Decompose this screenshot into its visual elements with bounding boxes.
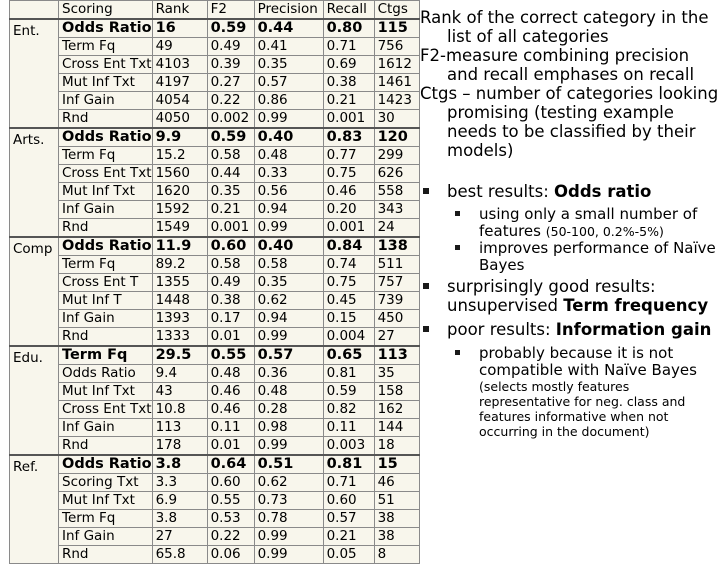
bullet-term-frequency <box>420 277 720 316</box>
table-cell: 0.21 <box>207 201 254 219</box>
table-cell: 4054 <box>152 92 207 110</box>
bullet-best-prefix: best results: <box>447 182 555 201</box>
table-body <box>10 19 420 564</box>
table-row <box>10 128 420 147</box>
table-cell: Rnd <box>59 546 153 564</box>
square-bullet-icon <box>423 188 429 194</box>
table-cell: 1333 <box>152 328 207 347</box>
table-cell: 0.60 <box>323 492 374 510</box>
subbullet-note: (selects mostly features representative for neg. class and features informative when not occurring in the document) <box>479 379 686 439</box>
table-cell: Inf Gain <box>59 92 153 110</box>
category-cell: Arts. <box>10 128 59 237</box>
table-cell: 10.8 <box>152 401 207 419</box>
table-cell: Cross Ent Txt <box>59 56 153 74</box>
table-cell: Rnd <box>59 328 153 347</box>
table-cell: 0.004 <box>323 328 374 347</box>
header-f2: F2 <box>207 1 254 20</box>
table-cell: 0.84 <box>323 237 374 256</box>
table-cell: 0.20 <box>323 201 374 219</box>
note-ctgs: Ctgs – number of categories looking promising (testing example needs to be classified by their models) <box>420 84 719 160</box>
table-cell: 24 <box>374 219 419 238</box>
table-row <box>10 310 420 328</box>
bullet-ig-bold: Information gain <box>555 319 712 339</box>
category-cell: Edu. <box>10 346 59 455</box>
table-cell: Rnd <box>59 110 153 129</box>
table-cell: 1549 <box>152 219 207 238</box>
table-cell: 0.83 <box>323 128 374 147</box>
header-blank <box>10 1 59 20</box>
table-cell: 0.01 <box>207 328 254 347</box>
table-cell: 0.49 <box>207 38 254 56</box>
table-cell: 3.8 <box>152 455 207 474</box>
table-cell: 0.58 <box>207 256 254 274</box>
table-cell: 0.48 <box>254 147 323 165</box>
subbullet-small-features <box>420 206 720 240</box>
table-cell: 0.82 <box>323 401 374 419</box>
table-cell: 0.33 <box>254 165 323 183</box>
table-row <box>10 328 420 347</box>
table-cell: 0.45 <box>323 292 374 310</box>
table-cell: Scoring Txt <box>59 474 153 492</box>
table-cell: 0.40 <box>254 237 323 256</box>
table-cell: 0.46 <box>207 383 254 401</box>
table-cell: 0.62 <box>254 292 323 310</box>
table-row <box>10 437 420 456</box>
table-cell: 0.73 <box>254 492 323 510</box>
header-ctgs: Ctgs <box>374 1 419 20</box>
table-cell: 8 <box>374 546 419 564</box>
table-cell: 0.59 <box>323 383 374 401</box>
bullet-best-results <box>420 182 720 202</box>
subbullet-compat-text: probably because it is not compatible with Naïve Bayes <box>479 344 697 379</box>
table-cell: 113 <box>374 346 419 365</box>
table-cell: 0.48 <box>254 383 323 401</box>
table-cell: 0.38 <box>323 74 374 92</box>
table-cell: 0.48 <box>207 365 254 383</box>
table-cell: 158 <box>374 383 419 401</box>
table-cell: 0.99 <box>254 110 323 129</box>
subbullet-improves <box>420 240 720 274</box>
table-cell: 0.001 <box>207 219 254 238</box>
table-cell: 0.69 <box>323 56 374 74</box>
table-cell: 0.60 <box>207 237 254 256</box>
table-cell: 0.21 <box>323 528 374 546</box>
bullet-information-gain <box>420 320 720 340</box>
table-cell: 626 <box>374 165 419 183</box>
table-cell: Cross Ent T <box>59 274 153 292</box>
notes-panel <box>420 8 720 439</box>
header-scoring: Scoring <box>59 1 153 20</box>
table-cell: Inf Gain <box>59 528 153 546</box>
table-cell: 144 <box>374 419 419 437</box>
table-cell: 0.86 <box>254 92 323 110</box>
table-cell: 0.002 <box>207 110 254 129</box>
table-cell: 0.46 <box>207 401 254 419</box>
table-cell: 756 <box>374 38 419 56</box>
header-precision: Precision <box>254 1 323 20</box>
table-cell: Mut Inf Txt <box>59 492 153 510</box>
table-cell: Odds Ratio <box>59 237 153 256</box>
category-cell: Ref. <box>10 455 59 564</box>
table-cell: Mut Inf Txt <box>59 183 153 201</box>
bullet-tf-prefix: surprisingly good results: unsupervised <box>447 276 656 315</box>
table-cell: 35 <box>374 365 419 383</box>
table-cell: 450 <box>374 310 419 328</box>
table-cell: 0.17 <box>207 310 254 328</box>
table-row <box>10 19 420 38</box>
table-cell: 1612 <box>374 56 419 74</box>
table-cell: 0.64 <box>207 455 254 474</box>
table-cell: 38 <box>374 510 419 528</box>
table-cell: 0.40 <box>254 128 323 147</box>
table-cell: 0.99 <box>254 328 323 347</box>
table-cell: 43 <box>152 383 207 401</box>
subbullet-not-compatible <box>420 345 720 379</box>
table-cell: 558 <box>374 183 419 201</box>
table-cell: 1423 <box>374 92 419 110</box>
table-cell: 1560 <box>152 165 207 183</box>
table-row <box>10 346 420 365</box>
table-row <box>10 110 420 129</box>
table-row <box>10 219 420 238</box>
table-cell: 3.3 <box>152 474 207 492</box>
table-cell: 49 <box>152 38 207 56</box>
table-cell: 0.51 <box>254 455 323 474</box>
table-cell: 0.56 <box>254 183 323 201</box>
table-cell: 0.53 <box>207 510 254 528</box>
results-table <box>9 0 420 564</box>
table-row <box>10 419 420 437</box>
table-cell: 16 <box>152 19 207 38</box>
table-cell: 3.8 <box>152 510 207 528</box>
table-row <box>10 510 420 528</box>
table-row <box>10 165 420 183</box>
table-cell: 0.35 <box>254 56 323 74</box>
table-cell: 0.77 <box>323 147 374 165</box>
table-cell: 0.80 <box>323 19 374 38</box>
table-cell: 4050 <box>152 110 207 129</box>
table-cell: 0.003 <box>323 437 374 456</box>
table-cell: 0.65 <box>323 346 374 365</box>
table-cell: 4197 <box>152 74 207 92</box>
table-cell: Odds Ratio <box>59 365 153 383</box>
table-cell: 0.35 <box>207 183 254 201</box>
table-cell: 0.41 <box>254 38 323 56</box>
table-cell: 9.4 <box>152 365 207 383</box>
table-cell: 0.11 <box>323 419 374 437</box>
table-cell: Term Fq <box>59 510 153 528</box>
square-bullet-icon <box>455 245 460 250</box>
table-cell: 0.60 <box>207 474 254 492</box>
table-cell: 51 <box>374 492 419 510</box>
table-cell: 1355 <box>152 274 207 292</box>
table-cell: Cross Ent Txt <box>59 401 153 419</box>
table-cell: 1461 <box>374 74 419 92</box>
table-cell: 15 <box>374 455 419 474</box>
table-cell: 0.49 <box>207 274 254 292</box>
table-cell: 9.9 <box>152 128 207 147</box>
table-cell: 138 <box>374 237 419 256</box>
table-cell: 115 <box>374 19 419 38</box>
table-cell: 29.5 <box>152 346 207 365</box>
table-cell: 30 <box>374 110 419 129</box>
table-header-row <box>10 1 420 20</box>
table-row <box>10 528 420 546</box>
table-cell: 15.2 <box>152 147 207 165</box>
table-cell: 1393 <box>152 310 207 328</box>
table-cell: 0.55 <box>207 492 254 510</box>
table-cell: 0.001 <box>323 219 374 238</box>
table-cell: 0.39 <box>207 56 254 74</box>
table-cell: 0.59 <box>207 128 254 147</box>
bullet-ig-prefix: poor results: <box>447 319 556 339</box>
table-cell: 178 <box>152 437 207 456</box>
note-rank: Rank of the correct category in the list of all categories <box>420 8 709 46</box>
table-cell: 299 <box>374 147 419 165</box>
table-cell: 0.94 <box>254 310 323 328</box>
table-cell: 0.01 <box>207 437 254 456</box>
table-cell: 11.9 <box>152 237 207 256</box>
table-row <box>10 383 420 401</box>
table-row <box>10 474 420 492</box>
table-cell: 0.99 <box>254 546 323 564</box>
table-cell: 0.58 <box>207 147 254 165</box>
table-cell: Odds Ratio <box>59 128 153 147</box>
table-cell: Inf Gain <box>59 419 153 437</box>
table-cell: 0.99 <box>254 219 323 238</box>
subbullet-features-range: (50-100, 0.2%-5%) <box>545 223 664 239</box>
table-cell: Mut Inf Txt <box>59 74 153 92</box>
table-row <box>10 492 420 510</box>
table-cell: 0.28 <box>254 401 323 419</box>
table-cell: 0.001 <box>323 110 374 129</box>
square-bullet-icon <box>423 326 429 332</box>
table-cell: 0.94 <box>254 201 323 219</box>
table-cell: Term Fq <box>59 147 153 165</box>
table-cell: Inf Gain <box>59 201 153 219</box>
header-recall: Recall <box>323 1 374 20</box>
table-cell: 38 <box>374 528 419 546</box>
table-cell: 0.15 <box>323 310 374 328</box>
table-cell: 4103 <box>152 56 207 74</box>
table-cell: 18 <box>374 437 419 456</box>
table-row <box>10 546 420 564</box>
table-cell: Odds Ratio <box>59 19 153 38</box>
table-cell: 113 <box>152 419 207 437</box>
table-cell: Cross Ent Txt <box>59 165 153 183</box>
table-cell: 1620 <box>152 183 207 201</box>
table-cell: 27 <box>152 528 207 546</box>
note-f2: F2-measure combining precision and recall emphases on recall <box>420 46 695 84</box>
table-cell: 0.44 <box>207 165 254 183</box>
table-cell: 0.21 <box>323 92 374 110</box>
table-cell: 0.59 <box>207 19 254 38</box>
table-row <box>10 183 420 201</box>
table-cell: 0.11 <box>207 419 254 437</box>
table-row <box>10 237 420 256</box>
table-cell: 0.38 <box>207 292 254 310</box>
table-cell: 1592 <box>152 201 207 219</box>
table-cell: 120 <box>374 128 419 147</box>
table-cell: Inf Gain <box>59 310 153 328</box>
table-cell: 343 <box>374 201 419 219</box>
category-cell: Comp <box>10 237 59 346</box>
table-row <box>10 256 420 274</box>
table-cell: 0.46 <box>323 183 374 201</box>
table-cell: 46 <box>374 474 419 492</box>
table-cell: 0.81 <box>323 365 374 383</box>
category-cell: Ent. <box>10 19 59 128</box>
table-cell: 1448 <box>152 292 207 310</box>
table-cell: 0.62 <box>254 474 323 492</box>
table-cell: 0.99 <box>254 437 323 456</box>
table-cell: 0.74 <box>323 256 374 274</box>
table-cell: 739 <box>374 292 419 310</box>
table-cell: 757 <box>374 274 419 292</box>
table-row <box>10 92 420 110</box>
table-cell: 0.22 <box>207 528 254 546</box>
square-bullet-icon <box>455 350 460 355</box>
table-row <box>10 147 420 165</box>
table-row <box>10 74 420 92</box>
table-row <box>10 56 420 74</box>
table-cell: 0.75 <box>323 165 374 183</box>
table-cell: Term Fq <box>59 346 153 365</box>
table-cell: 0.05 <box>323 546 374 564</box>
bullet-tf-bold: Term frequency <box>563 296 709 315</box>
subbullet-improves-text: improves performance of Naïve Bayes <box>479 238 716 274</box>
header-rank: Rank <box>152 1 207 20</box>
table-cell: Term Fq <box>59 38 153 56</box>
square-bullet-icon <box>455 211 460 216</box>
bullet-best-bold: Odds ratio <box>554 182 652 201</box>
table-cell: 162 <box>374 401 419 419</box>
table-cell: Odds Ratio <box>59 455 153 474</box>
table-cell: 0.99 <box>254 528 323 546</box>
table-cell: 0.71 <box>323 38 374 56</box>
table-cell: 0.78 <box>254 510 323 528</box>
table-row <box>10 455 420 474</box>
table-row <box>10 274 420 292</box>
table-cell: Mut Inf T <box>59 292 153 310</box>
table-cell: 0.81 <box>323 455 374 474</box>
table-cell: 511 <box>374 256 419 274</box>
table-cell: 0.35 <box>254 274 323 292</box>
table-cell: Mut Inf Txt <box>59 383 153 401</box>
table-row <box>10 401 420 419</box>
table-cell: 0.57 <box>254 74 323 92</box>
table-cell: 0.36 <box>254 365 323 383</box>
table-cell: 0.57 <box>323 510 374 528</box>
table-cell: 0.57 <box>254 346 323 365</box>
table-row <box>10 201 420 219</box>
table-row <box>10 365 420 383</box>
table-cell: 0.06 <box>207 546 254 564</box>
table-row <box>10 38 420 56</box>
table-cell: 65.8 <box>152 546 207 564</box>
table-cell: 6.9 <box>152 492 207 510</box>
table-cell: Term Fq <box>59 256 153 274</box>
table-cell: 89.2 <box>152 256 207 274</box>
table-cell: 0.71 <box>323 474 374 492</box>
table-cell: 0.55 <box>207 346 254 365</box>
table-cell: Rnd <box>59 219 153 238</box>
square-bullet-icon <box>423 283 429 289</box>
table-cell: 0.22 <box>207 92 254 110</box>
table-cell: 0.44 <box>254 19 323 38</box>
table-cell: Rnd <box>59 437 153 456</box>
table-cell: 27 <box>374 328 419 347</box>
table-cell: 0.98 <box>254 419 323 437</box>
table-cell: 0.27 <box>207 74 254 92</box>
table-row <box>10 292 420 310</box>
table-cell: 0.58 <box>254 256 323 274</box>
table-cell: 0.75 <box>323 274 374 292</box>
subbullet-features-text: using only a small number of features <box>479 204 698 240</box>
